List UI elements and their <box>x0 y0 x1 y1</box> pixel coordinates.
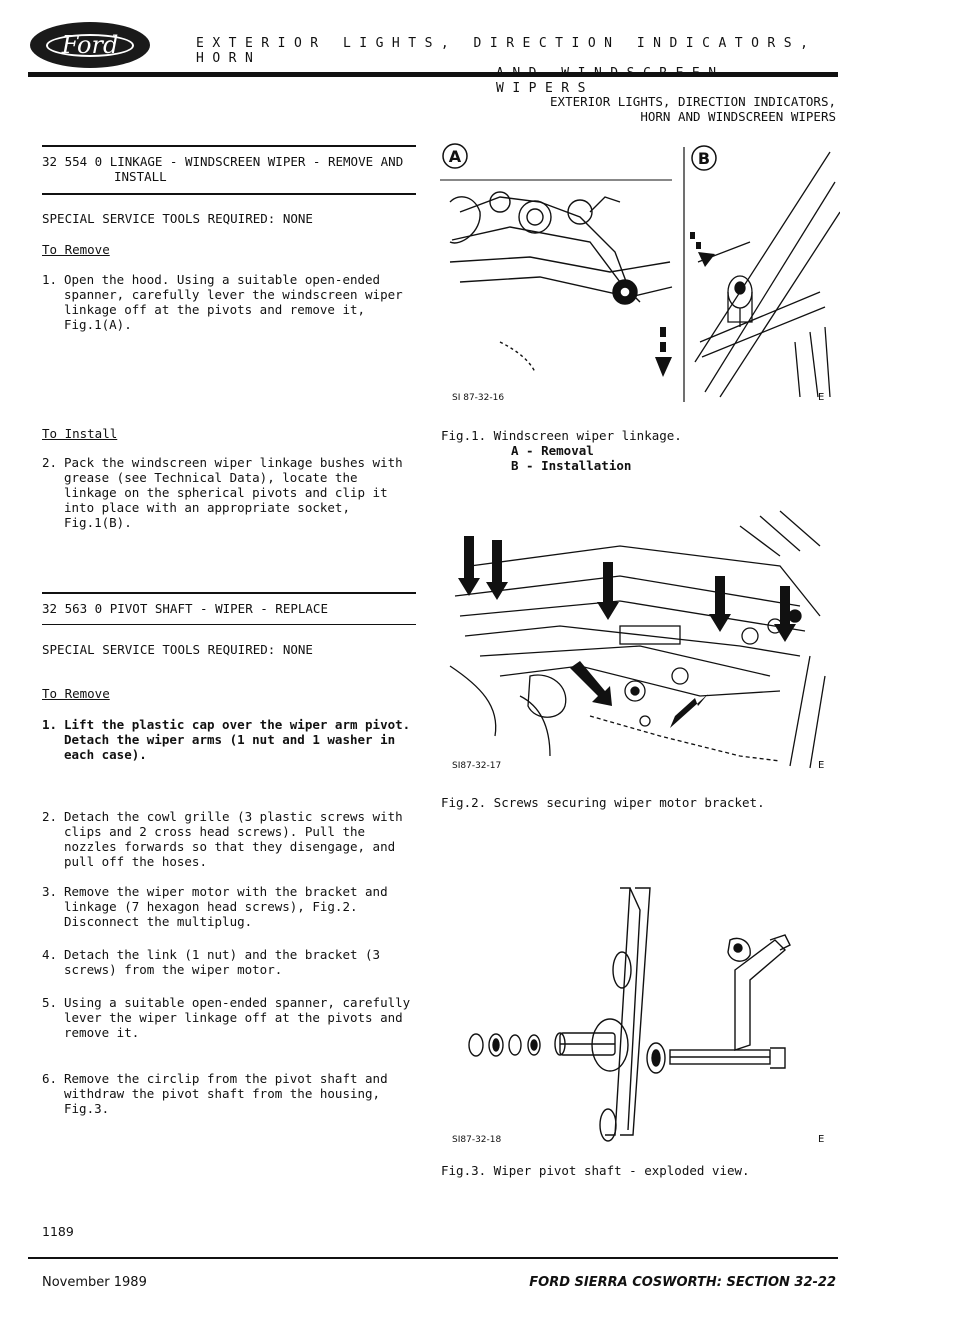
fig2-caption: Fig.2. Screws securing wiper motor bracket. <box>441 795 765 810</box>
fig1-caption <box>441 428 682 473</box>
fig1-label-a-badge <box>443 144 467 168</box>
step-text: Pack the windscreen wiper linkage bushes with grease (see Technical Data), locate the linkage on the spherical pivots and clip it into place with an appropriate socket, Fig.1(B). <box>64 455 403 530</box>
fig1-caption-line1: Fig.1. Windscreen wiper linkage. <box>441 428 682 443</box>
op2-step-1 <box>42 717 422 762</box>
op2-top-rule <box>42 592 416 594</box>
op2-remove-heading: To Remove <box>42 686 110 701</box>
op2-title-rule <box>42 624 416 625</box>
figure-3-illustration <box>440 880 840 1146</box>
op1-title-line2: INSTALL <box>114 169 167 184</box>
step-number: 4. <box>42 947 58 962</box>
op2-title: 32 563 0 PIVOT SHAFT - WIPER - REPLACE <box>42 601 328 616</box>
section-heading <box>550 94 836 124</box>
fig2-arrow <box>597 562 619 620</box>
page-number: 1189 <box>42 1224 74 1239</box>
op1-tools: SPECIAL SERVICE TOOLS REQUIRED: NONE <box>42 211 313 226</box>
op2-tools: SPECIAL SERVICE TOOLS REQUIRED: NONE <box>42 642 313 657</box>
op1-title <box>42 154 422 184</box>
step-number: 3. <box>42 884 58 899</box>
op2-step-2 <box>42 809 422 869</box>
fig1-label-b: B <box>697 149 711 168</box>
op1-step-2 <box>42 455 422 530</box>
op1-top-rule <box>42 145 416 147</box>
header-title-line2: WIPERS <box>496 81 594 96</box>
figure-1-illustration <box>440 142 840 404</box>
fig2-arrow <box>570 661 612 706</box>
fig3-corner-mark: E <box>818 1134 825 1145</box>
op2-step-5 <box>42 995 422 1040</box>
step-text: Remove the circlip from the pivot shaft and withdraw the pivot shaft from the housing, Fig.3. <box>64 1071 388 1116</box>
fig1-label-b-badge <box>692 146 716 170</box>
fig2-code: SI87-32-17 <box>452 761 502 771</box>
op2-step-6 <box>42 1071 422 1116</box>
op1-title-line1: 32 554 0 LINKAGE - WINDSCREEN WIPER - REMOVE AND <box>42 154 404 169</box>
step-number: 5. <box>42 995 58 1010</box>
op1-title-rule <box>42 193 416 195</box>
fig3-caption: Fig.3. Wiper pivot shaft - exploded view. <box>441 1163 750 1178</box>
fig1-panel-b <box>690 152 840 397</box>
step-text: Open the hood. Using a suitable open-ended spanner, carefully lever the windscreen wiper linkage off at the pivots and remove it, Fig.1(A). <box>64 272 403 332</box>
step-text: Detach the link (1 nut) and the bracket (3 screws) from the wiper motor. <box>64 947 381 977</box>
fig1-label-a: A <box>448 147 462 166</box>
section-heading-line1: EXTERIOR LIGHTS, DIRECTION INDICATORS, <box>550 94 836 109</box>
step-number: 2. <box>42 809 58 824</box>
step-text: Remove the wiper motor with the bracket and linkage (7 hexagon head screws), Fig.2. Disconnect the multiplug. <box>64 884 388 929</box>
figure-2-illustration <box>440 506 840 774</box>
step-number: 2. <box>42 455 58 470</box>
step-number: 1. <box>42 272 58 287</box>
fig3-code: SI87-32-18 <box>452 1135 502 1145</box>
ford-logo <box>30 22 150 68</box>
page-header-title <box>196 36 836 96</box>
header-rule <box>28 72 838 77</box>
fig1-caption-line3: B - Installation <box>511 458 632 473</box>
fig2-arrow <box>709 576 731 632</box>
step-number: 6. <box>42 1071 58 1086</box>
fig1-corner-mark: E <box>818 392 825 403</box>
fig2-corner-mark: E <box>818 760 825 771</box>
footer-date: November 1989 <box>42 1275 147 1290</box>
op2-step-4 <box>42 947 422 977</box>
header-title-line1: EXTERIOR LIGHTS, DIRECTION INDICATORS, HORN <box>196 36 817 66</box>
fig1-caption-line2: A - Removal <box>511 443 594 458</box>
op1-install-heading: To Install <box>42 426 118 441</box>
logo-text: Ford <box>46 34 135 57</box>
fig2-arrow <box>486 540 508 600</box>
step-text: Using a suitable open-ended spanner, carefully lever the wiper linkage off at the pivots and remove it. <box>64 995 411 1040</box>
fig2-arrow <box>458 536 480 596</box>
footer-rule <box>28 1257 838 1259</box>
step-text: Detach the cowl grille (3 plastic screws with clips and 2 cross head screws). Pull the nozzles forwards so that they disengage, and pull off the hoses. <box>64 809 403 869</box>
fig1-panel-a <box>440 180 672 377</box>
fig2-arrow <box>670 694 708 728</box>
step-number: 1. <box>42 717 58 732</box>
op1-step-1 <box>42 272 422 332</box>
footer-title: FORD SIERRA COSWORTH: SECTION 32-22 <box>529 1275 836 1290</box>
fig1-code: SI 87-32-16 <box>452 393 505 403</box>
section-heading-line2: HORN AND WINDSCREEN WIPERS <box>640 109 836 124</box>
step-text: Lift the plastic cap over the wiper arm pivot. Detach the wiper arms (1 nut and 1 washer in each case). <box>64 717 411 762</box>
op2-step-3 <box>42 884 422 929</box>
op1-remove-heading: To Remove <box>42 242 110 257</box>
